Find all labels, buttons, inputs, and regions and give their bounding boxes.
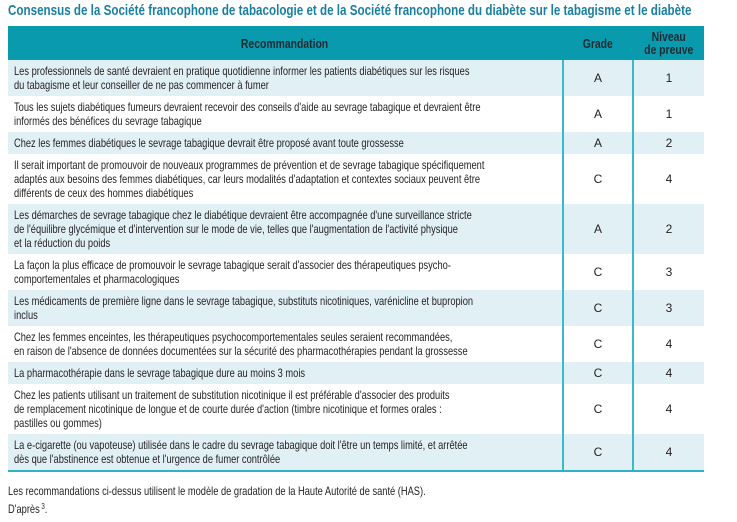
recommandation-text: inclus: [14, 308, 38, 322]
recommandation-line: [14, 236, 562, 250]
cell-niveau: 3: [632, 254, 704, 290]
footnote-reference[interactable]: 3: [41, 502, 45, 511]
recommandation-line: [14, 402, 562, 416]
recommandation-text: La façon la plus efficace de promouvoir le sevrage tabagique serait d'associer des thérapeutiques psycho-: [14, 258, 451, 272]
recommandation-line: [14, 258, 562, 272]
cell-niveau: 4: [632, 434, 704, 470]
recommandation-line: [14, 388, 562, 402]
cell-grade: A: [562, 132, 632, 154]
recommandation-line: [14, 330, 562, 344]
cell-recommandation: [8, 132, 562, 154]
recommandation-text: Chez les femmes diabétiques le sevrage tabagique devrait être proposé avant toute grossesse: [14, 136, 404, 150]
recommandation-text: dès que l'abstinence est obtenue et l'urgence de fumer contrôlée: [14, 452, 281, 466]
table-body: [8, 60, 704, 470]
recommandation-text: Chez les patients utilisant un traitement de substitution nicotinique il est préférable d'associer des produits: [14, 388, 450, 402]
recommandation-text: en raison de l'absence de données documentées sur la sécurité des pharmacothérapies pendant la grossesse: [14, 344, 468, 358]
cell-recommandation: [8, 96, 562, 132]
recommandation-line: [14, 308, 562, 322]
recommandation-line: [14, 272, 562, 286]
cell-grade: A: [562, 60, 632, 96]
cell-recommandation: [8, 204, 562, 254]
table-row: [8, 60, 704, 96]
cell-grade: C: [562, 384, 632, 434]
footnote-source: D'après: [8, 502, 40, 516]
cell-recommandation: [8, 362, 562, 384]
recommandation-text: et la réduction du poids: [14, 236, 111, 250]
table-row: [8, 326, 704, 362]
cell-recommandation: [8, 290, 562, 326]
recommandation-line: [14, 136, 562, 150]
cell-grade: C: [562, 154, 632, 204]
table-row: [8, 132, 704, 154]
header-recommandation: [8, 26, 562, 60]
recommandation-line: [14, 208, 562, 222]
cell-niveau: 4: [632, 362, 704, 384]
recommandation-text: pastilles ou gommes): [14, 416, 102, 430]
recommandation-line: [14, 158, 562, 172]
recommandation-text: Chez les femmes enceintes, les thérapeutiques psychocomportementales seules seraient recommandées,: [14, 330, 453, 344]
table-row: [8, 362, 704, 384]
recommandation-line: [14, 114, 562, 128]
cell-niveau: 1: [632, 96, 704, 132]
recommandation-text: Les démarches de sevrage tabagique chez le diabétique devraient être accompagnée d'une surveillance stricte: [14, 208, 472, 222]
table-row: [8, 96, 704, 132]
header-niveau-line2: de preuve: [644, 42, 694, 57]
footnote-period: .: [44, 502, 48, 516]
cell-recommandation: [8, 154, 562, 204]
cell-niveau: 4: [632, 326, 704, 362]
recommandation-line: [14, 438, 562, 452]
table-row: [8, 254, 704, 290]
cell-recommandation: [8, 60, 562, 96]
cell-grade: C: [562, 290, 632, 326]
footnote-line2: [8, 499, 47, 517]
recommandation-text: La e-cigarette (ou vapoteuse) utilisée dans le cadre du sevrage tabagique doit l'être un temps limité, et arrêtée: [14, 438, 468, 452]
cell-niveau: 2: [632, 132, 704, 154]
cell-grade: A: [562, 204, 632, 254]
header-niveau-line1: Niveau: [651, 29, 687, 44]
recommandation-line: [14, 294, 562, 308]
recommandation-line: [14, 78, 562, 92]
cell-grade: C: [562, 326, 632, 362]
cell-grade: C: [562, 434, 632, 470]
table-row: [8, 204, 704, 254]
recommandation-text: Tous les sujets diabétiques fumeurs devraient recevoir des conseils d'aide au sevrage tabagique et devraient être: [14, 100, 481, 114]
header-grade: [562, 26, 632, 60]
recommandation-line: [14, 172, 562, 186]
cell-niveau: 1: [632, 60, 704, 96]
recommandation-text: Il serait important de promouvoir de nouveaux programmes de prévention et de sevrage tabagique spécifiquement: [14, 158, 485, 172]
recommandation-text: différents de ceux des hommes diabétiques: [14, 186, 194, 200]
cell-recommandation: [8, 384, 562, 434]
recommandation-text: La pharmacothérapie dans le sevrage tabagique dure au moins 3 mois: [14, 366, 306, 380]
header-niveau: [632, 26, 704, 60]
recommandation-text: de l'équilibre glycémique et d'intervention sur le mode de vie, telles que l'augmentation de l'activité physique: [14, 222, 458, 236]
table-title-text: Consensus de la Société francophone de tabacologie et de la Société francophone du diabète sur le tabagisme et le diabète: [8, 2, 692, 19]
table-row: [8, 434, 704, 470]
cell-niveau: 4: [632, 154, 704, 204]
cell-grade: A: [562, 96, 632, 132]
recommandation-text: Les professionnels de santé devraient en pratique quotidienne informer les patients diabétiques sur les risques: [14, 64, 470, 78]
cell-niveau: 4: [632, 384, 704, 434]
recommandation-text: adaptés aux besoins des femmes diabétiques, car leurs modalités d'adaptation et contextes sociaux peuvent être: [14, 172, 481, 186]
cell-niveau: 3: [632, 290, 704, 326]
recommandation-line: [14, 416, 562, 430]
cell-niveau: 2: [632, 204, 704, 254]
header-grade-label: Grade: [582, 35, 614, 51]
footnote-line1: Les recommandations ci-dessus utilisent le modèle de gradation de la Haute Autorité de santé (HAS).: [8, 484, 426, 498]
recommandation-text: du tabagisme et leur conseiller de ne pas commencer à fumer: [14, 78, 269, 92]
table-row: [8, 154, 704, 204]
cell-grade: C: [562, 362, 632, 384]
table-row: [8, 290, 704, 326]
recommandation-text: de remplacement nicotinique de longue et de courte durée d'action (timbre nicotinique et formes orales :: [14, 402, 442, 416]
recommandation-line: [14, 344, 562, 358]
recommandation-text: comportementales et pharmacologiques: [14, 272, 180, 286]
recommandation-line: [14, 366, 562, 380]
recommandation-text: Les médicaments de première ligne dans le sevrage tabagique, substituts nicotiniques, varénicline et bupropion: [14, 294, 474, 308]
recommendations-table: [8, 26, 704, 472]
footnote: [8, 484, 708, 514]
table-header: [8, 26, 704, 60]
cell-recommandation: [8, 254, 562, 290]
header-recommandation-label: Recommandation: [241, 35, 329, 51]
cell-recommandation: [8, 326, 562, 362]
recommandation-text: informés des bénéfices du sevrage tabagique: [14, 114, 202, 128]
recommandation-line: [14, 186, 562, 200]
recommandation-line: [14, 452, 562, 466]
recommandation-line: [14, 100, 562, 114]
cell-grade: C: [562, 254, 632, 290]
cell-recommandation: [8, 434, 562, 470]
recommandation-line: [14, 64, 562, 78]
recommandation-line: [14, 222, 562, 236]
table-row: [8, 384, 704, 434]
table-title: [8, 2, 737, 20]
